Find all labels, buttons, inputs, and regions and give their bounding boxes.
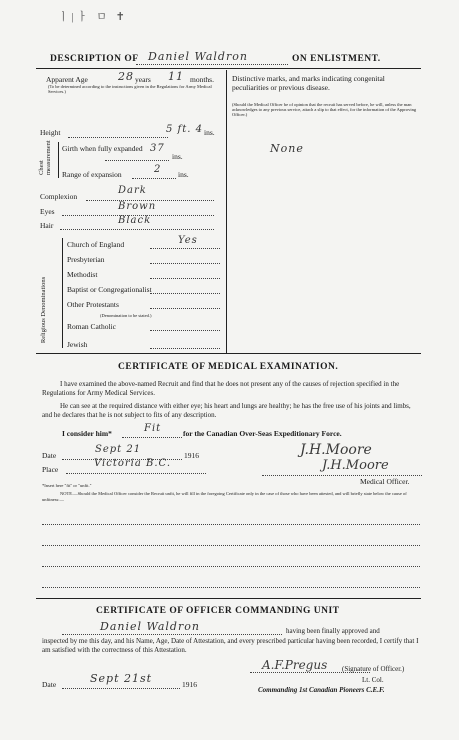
- top-marks: ㅣ|ㅏ ㅁ ✝: [58, 11, 128, 23]
- medical-signature-2: J.H.Moore: [322, 458, 389, 473]
- consider-pre: I consider him*: [62, 429, 112, 438]
- religion-item: Church of England: [67, 240, 125, 249]
- religion-line: [150, 308, 220, 309]
- distinctive-note: (Should the Medical Officer be of opinion that the recruit has served before, he will, unless the man acknowledges to any previous service, attach a slip to that effect, for the information of the Approving Officer.): [232, 102, 417, 117]
- medical-place-line: [66, 473, 206, 474]
- age-months-value: 11: [168, 70, 184, 83]
- consider-value: Fit: [144, 423, 162, 434]
- eyes-label: Eyes: [40, 207, 55, 216]
- age-years-value: 28: [118, 70, 134, 83]
- religion-line: [150, 278, 220, 279]
- religion-brace: [62, 238, 63, 348]
- commanding-date-line: [62, 688, 180, 689]
- eyes-value: Brown: [118, 201, 157, 212]
- chest-label: Chest measurement: [38, 140, 52, 175]
- religion-line: [150, 348, 220, 349]
- commanding-heading: CERTIFICATE OF OFFICER COMMANDING UNIT: [96, 606, 340, 616]
- commanding-date-year: 1916: [182, 680, 197, 689]
- girth-label: Girth when fully expanded: [62, 144, 143, 153]
- religion-item: Roman Catholic: [67, 322, 116, 331]
- medical-officer-label: Medical Officer.: [360, 477, 410, 486]
- description-title-right: ON ENLISTMENT.: [292, 54, 381, 64]
- religion-line: [150, 263, 220, 264]
- section-rule-2: [36, 598, 421, 599]
- medical-date-year: 1916: [184, 451, 199, 460]
- religion-value: Yes: [178, 235, 198, 246]
- signature-line: [262, 475, 422, 476]
- medical-signature-1: J.H.Moore: [300, 442, 372, 458]
- height-value: 5 ft. 4: [166, 124, 203, 135]
- medical-date-value: Sept 21: [95, 444, 142, 455]
- name-line: [136, 64, 288, 65]
- girth-value: 37: [150, 143, 165, 154]
- medical-para1: I have examined the above-named Recruit and find that he does not present any of the causes of rejection specified in the Regulations for Army Medical Services.: [42, 380, 400, 397]
- religion-line: [150, 293, 220, 294]
- consider-post: for the Canadian Over-Seas Expeditionary Force.: [183, 429, 342, 438]
- religion-item: Methodist: [67, 270, 98, 279]
- commanding-name: Daniel Waldron: [100, 620, 200, 633]
- medical-place-value: Victoria B.C.: [94, 458, 172, 469]
- commanding-signature: A.F.Pregus: [262, 658, 328, 672]
- age-label: Apparent Age: [46, 75, 88, 84]
- unfit-line-2: [42, 545, 420, 546]
- header-rule: [36, 68, 421, 69]
- commanding-name-line: [62, 634, 282, 635]
- recruit-name: Daniel Waldron: [148, 50, 248, 63]
- commanding-text1: having been finally approved and: [286, 627, 380, 635]
- medical-note: NOTE.—Should the Medical Officer consider the Recruit unfit, he will fill in the foregoing Certificate only in the case of those who have been attested, and will briefly state below the cause of unfitness:—: [42, 491, 407, 502]
- commanding-rank: Lt. Col.: [362, 676, 384, 684]
- unfit-line-4: [42, 587, 420, 588]
- medical-footnote: *Insert here "fit" or "unfit.": [42, 483, 92, 488]
- unfit-line-1: [42, 524, 420, 525]
- medical-date-label: Date: [42, 451, 57, 460]
- medical-heading: CERTIFICATE OF MEDICAL EXAMINATION.: [118, 362, 339, 372]
- column-divider: [226, 70, 227, 353]
- expansion-value: 2: [154, 164, 162, 175]
- religion-line: [150, 248, 220, 249]
- medical-place-label: Place: [42, 465, 59, 474]
- religion-item: Jewish: [67, 340, 88, 349]
- religion-item: Other Protestants: [67, 300, 119, 309]
- religion-label: Religious Denominations: [40, 276, 47, 344]
- chest-brace: [58, 142, 59, 178]
- commanding-date-value: Sept 21st: [90, 672, 153, 685]
- commanding-text2: inspected by me this day, and his Name, Age, Date of Attestation, and every prescribed particular having been recorded, I certify that I am satisfied with the correctness of this Attestation.: [42, 637, 419, 654]
- height-unit: ins.: [204, 128, 215, 137]
- distinctive-value: None: [270, 142, 304, 155]
- hair-value: Black: [118, 215, 152, 226]
- unfit-line-3: [42, 566, 420, 567]
- signature-officer-label: (Signature of Officer.): [342, 665, 405, 673]
- section-rule-1: [36, 353, 421, 354]
- medical-para2: He can see at the required distance with either eye; his heart and lungs are healthy; he has the free use of his joints and limbs, and he declares that he is not subject to fits of any description.: [42, 402, 411, 419]
- complexion-label: Complexion: [40, 192, 78, 201]
- expansion-line: [132, 178, 176, 179]
- religion-item: Baptist or Congregationalist: [67, 285, 152, 294]
- commanding-unit: Commanding 1st Canadian Pioneers C.E.F.: [258, 686, 385, 694]
- height-line: [68, 137, 168, 138]
- religion-item: Presbyterian: [67, 255, 105, 264]
- height-label: Height: [40, 128, 61, 137]
- girth-line: [105, 160, 169, 161]
- complexion-value: Dark: [118, 185, 147, 196]
- age-note: (To be determined according to the instructions given in the Regulations for Army Medical Services.): [48, 84, 212, 94]
- distinctive-heading: Distinctive marks, and marks indicating congenital peculiarities or previous disease.: [232, 74, 385, 92]
- months-label: months.: [190, 75, 214, 84]
- protestant-note: (Denomination to be stated.): [100, 313, 152, 318]
- expansion-unit: ins.: [178, 170, 189, 179]
- girth-unit: ins.: [172, 152, 183, 161]
- years-label: years: [135, 75, 151, 84]
- commanding-date-label: Date: [42, 680, 57, 689]
- expansion-label: Range of expansion: [62, 170, 122, 179]
- consider-line: [122, 437, 182, 438]
- hair-label: Hair: [40, 221, 54, 230]
- hair-line: [60, 229, 214, 230]
- description-title-left: DESCRIPTION OF: [50, 54, 139, 64]
- religion-line: [150, 330, 220, 331]
